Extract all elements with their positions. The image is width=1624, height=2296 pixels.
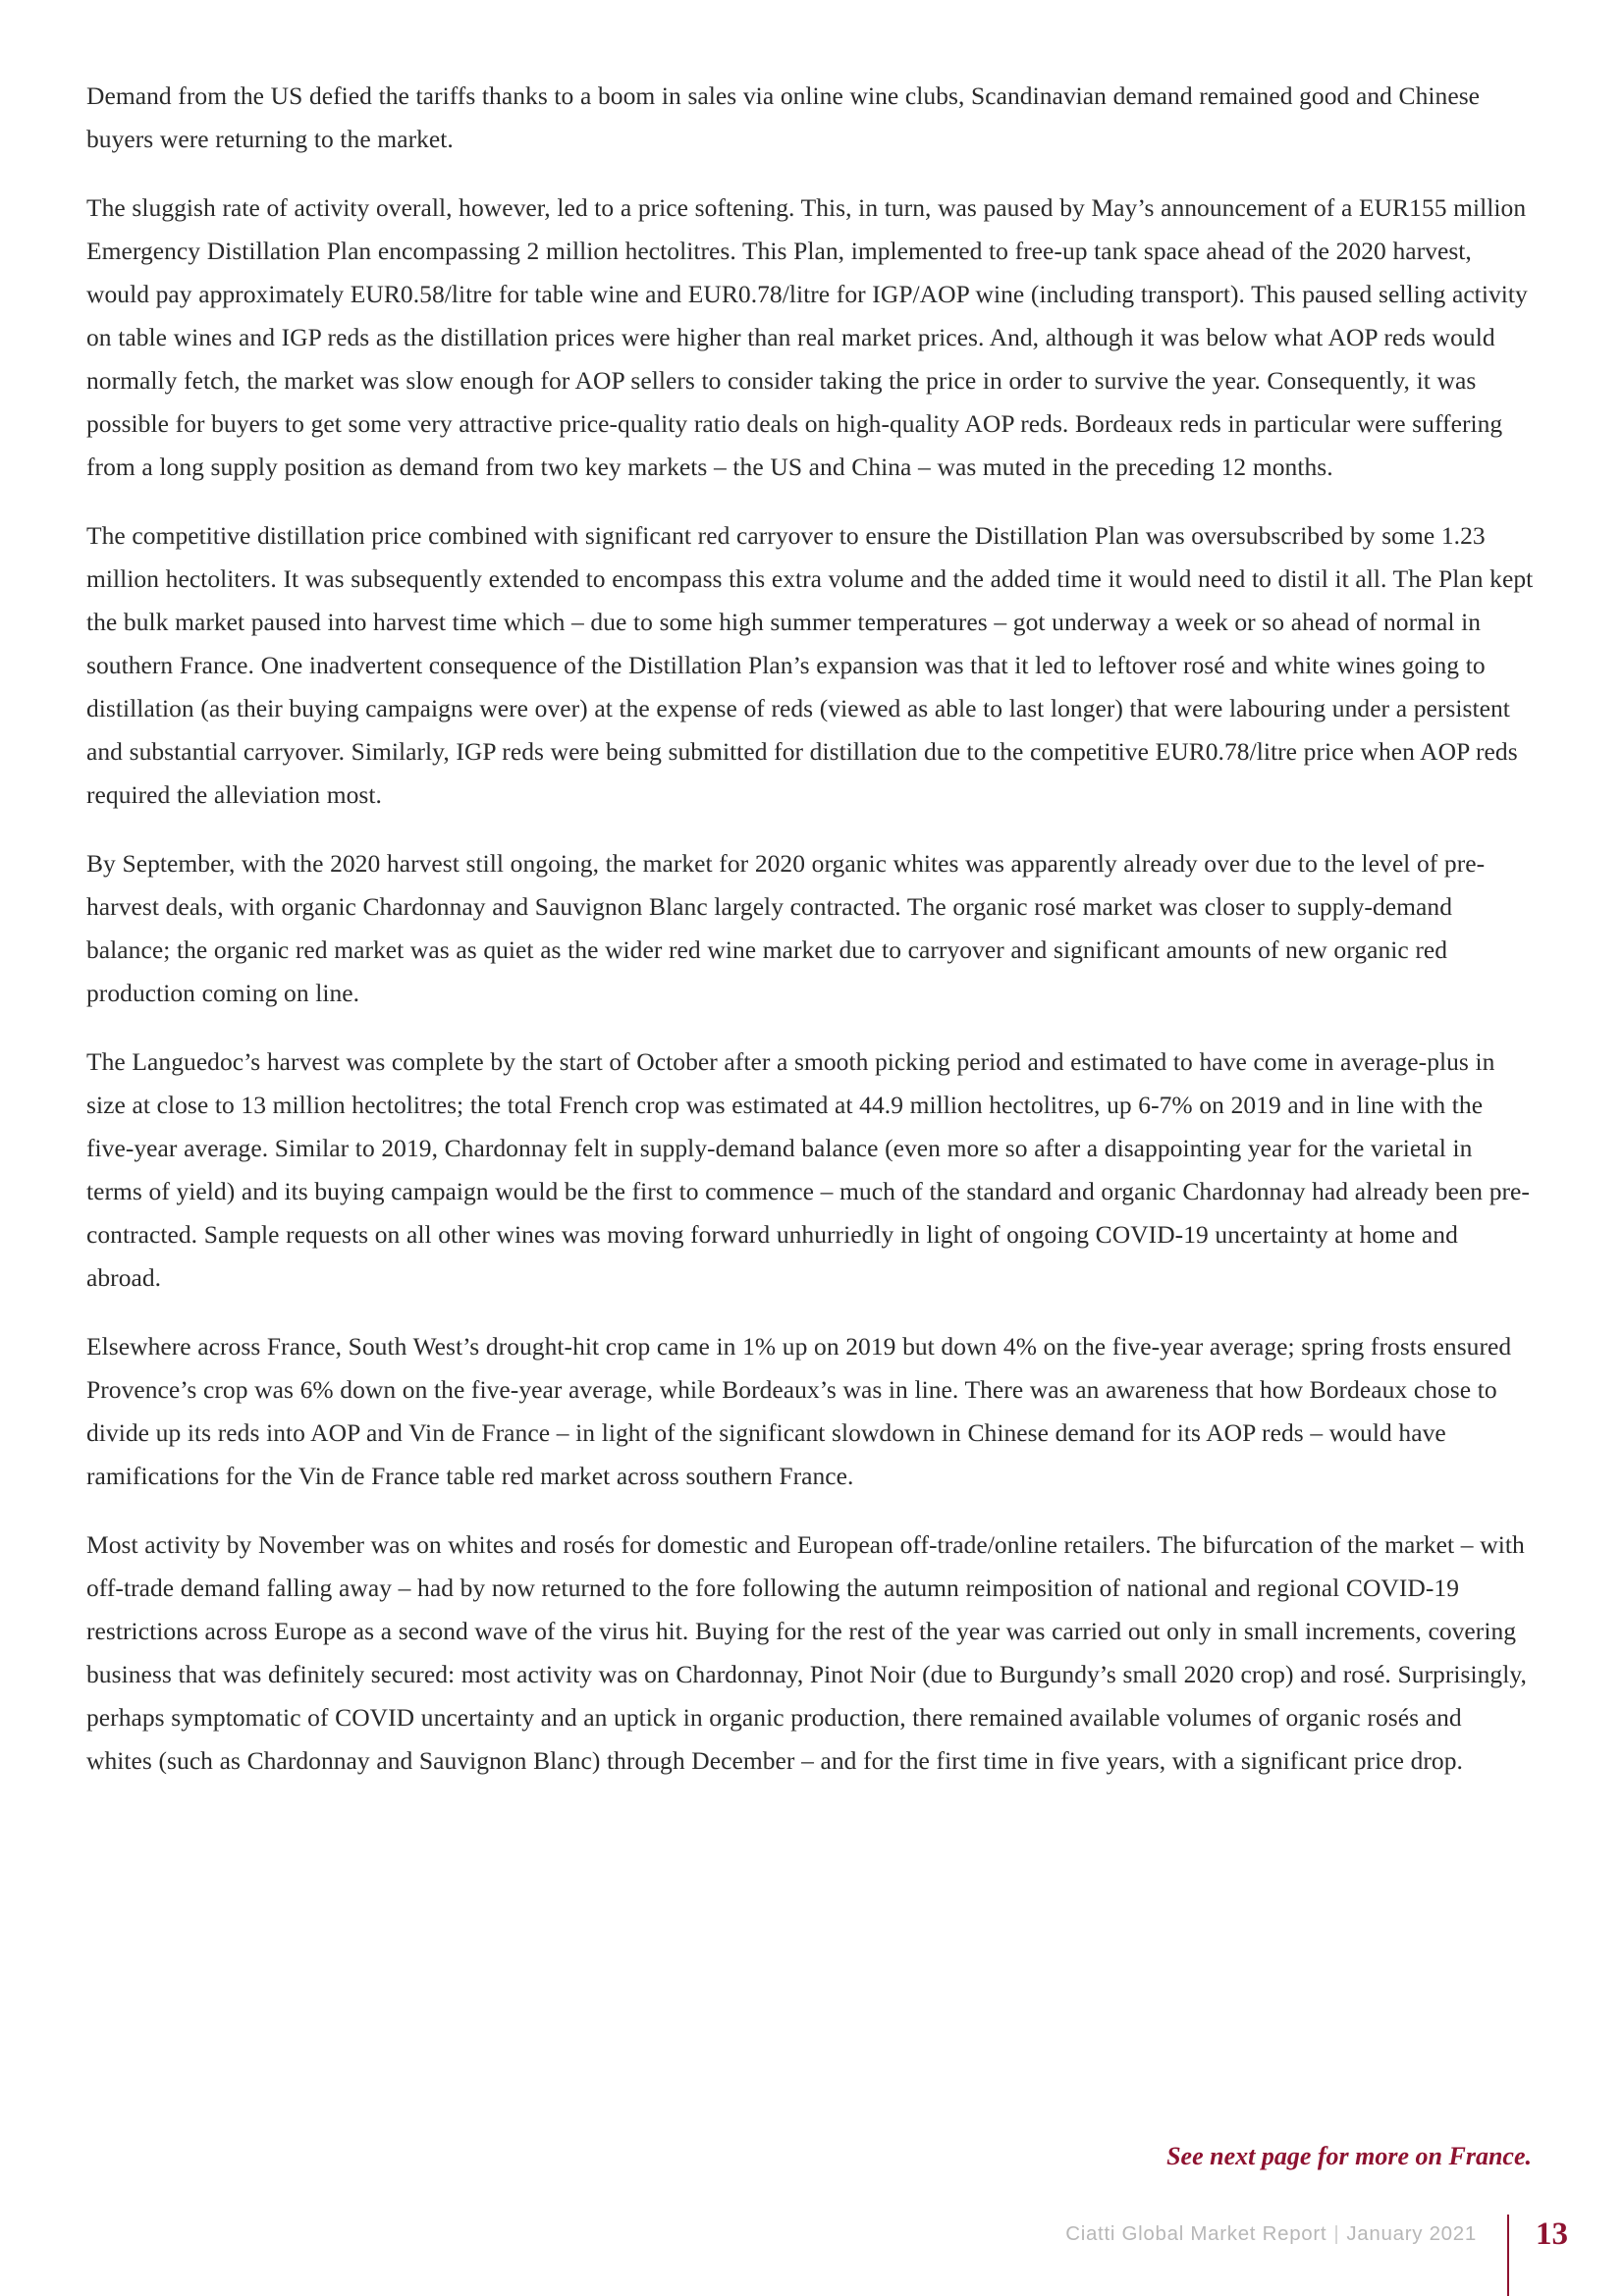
paragraph: Elsewhere across France, South West’s drought-hit crop came in 1% up on 2019 but down 4% on the five-year average; spring frosts ensured Provence’s crop was 6% down on the five-year average, while Bordeaux’s was in line. There was an awareness that how Bordeaux chose to divide up its reds into AOP and Vin de France – in light of the significant slowdown in Chinese demand for its AOP reds – would have ramifications for the Vin de France table red market across southern France.	[86, 1332, 1512, 1490]
paragraph: Most activity by November was on whites and rosés for domestic and European off-trade/online retailers. The bifurcation of the market – with off-trade demand falling away – had by now returned to the fore following the autumn reimposition of national and regional COVID-19 restrictions across Europe as a second wave of the virus hit. Buying for the rest of the year was carried out only in small increments, covering business that was definitely secured: most activity was on Chardonnay, Pinot Noir (due to Burgundy’s small 2020 crop) and rosé. Surprisingly, perhaps symptomatic of COVID uncertainty and an uptick in organic production, there remained available volumes of organic rosés and whites (such as Chardonnay and Sauvignon Blanc) through December – and for the first time in five years, with a significant price drop.	[86, 1530, 1527, 1775]
paragraph: The sluggish rate of activity overall, however, led to a price softening. This, in turn, was paused by May’s announcement of a EUR155 million Emergency Distillation Plan encompassing 2 million hectolitres. This Plan, implemented to free-up tank space ahead of the 2020 harvest, would pay approximately EUR0.58/litre for table wine and EUR0.78/litre for IGP/AOP wine (including transport). This paused selling activity on table wines and IGP reds as the distillation prices were higher than real market prices. And, although it was below what AOP reds would normally fetch, the market was slow enough for AOP sellers to consider taking the price in order to survive the year. Consequently, it was possible for buyers to get some very attractive price-quality ratio deals on high-quality AOP reds. Bordeaux reds in particular were suffering from a long supply position as demand from two key markets – the US and China – was muted in the preceding 12 months.	[86, 193, 1528, 481]
report-title: Ciatti Global Market Report	[1065, 2222, 1327, 2245]
paragraph: Demand from the US defied the tariffs thanks to a boom in sales via online wine clubs, Scandinavian demand remained good and Chinese buyers were returning to the market.	[86, 81, 1481, 153]
footer-separator: |	[1333, 2222, 1340, 2245]
issue-date: January 2021	[1346, 2222, 1477, 2245]
footer-credit	[1065, 2222, 1477, 2246]
page-number: 13	[1536, 2216, 1568, 2252]
paragraph: The Languedoc’s harvest was complete by the start of October after a smooth picking period and estimated to have come in average-plus in size at close to 13 million hectolitres; the total French crop was estimated at 44.9 million hectolitres, up 6-7% on 2019 and in line with the five-year average. Similar to 2019, Chardonnay felt in supply-demand balance (even more so after a disappointing year for the varietal in terms of yield) and its buying campaign would be the first to commence – much of the standard and organic Chardonnay had already been pre-contracted. Sample requests on all other wines was moving forward unhurriedly in light of ongoing COVID-19 uncertainty at home and abroad.	[86, 1047, 1530, 1292]
see-next-page-note: See next page for more on France.	[1166, 2142, 1532, 2170]
paragraph: By September, with the 2020 harvest still ongoing, the market for 2020 organic whites was apparently already over due to the level of pre-harvest deals, with organic Chardonnay and Sauvignon Blanc largely contracted. The organic rosé market was closer to supply-demand balance; the organic red market was as quiet as the wider red wine market due to carryover and significant amounts of new organic red production coming on line.	[86, 849, 1486, 1007]
paragraph: The competitive distillation price combined with significant red carryover to ensure the Distillation Plan was oversubscribed by some 1.23 million hectoliters. It was subsequently extended to encompass this extra volume and the added time it would need to distil it all. The Plan kept the bulk market paused into harvest time which – due to some high summer temperatures – got underway a week or so ahead of normal in southern France. One inadvertent consequence of the Distillation Plan’s expansion was that it led to leftover rosé and white wines going to distillation (as their buying campaigns were over) at the expense of reds (viewed as able to last longer) that were labouring under a persistent and substantial carryover. Similarly, IGP reds were being submitted for distillation due to the competitive EUR0.78/litre price when AOP reds required the alleviation most.	[86, 521, 1534, 809]
footer-divider-rule	[1507, 2215, 1509, 2296]
article-body	[86, 75, 1534, 1783]
page-footer	[0, 2140, 1624, 2296]
